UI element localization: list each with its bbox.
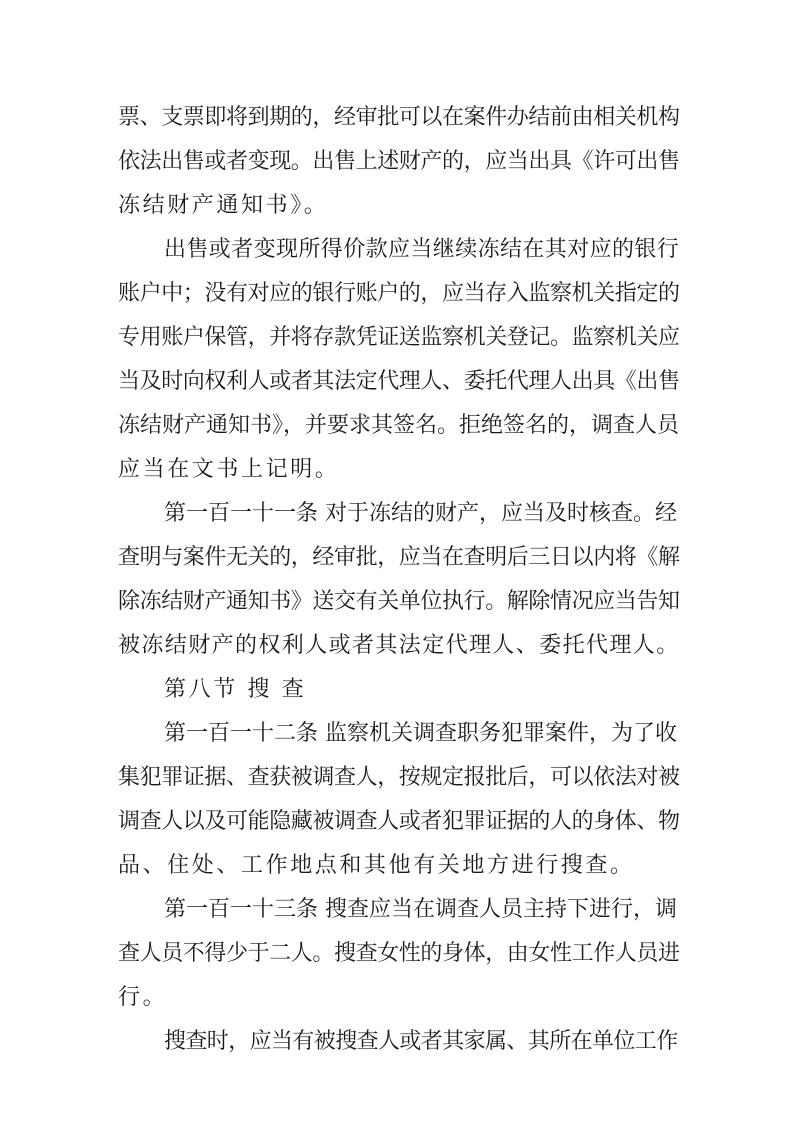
paragraph-first-line: 搜查时，应当有被搜查人或者其家属、其所在单位工作 [164, 1029, 678, 1054]
text-line: 品、住处、工作地点和其他有关地方进行搜查。 [118, 853, 635, 878]
text-line: 冻结财产通知书》，并要求其签名。拒绝签名的，调查人员 [118, 413, 680, 438]
text-line: 当及时向权利人或者其法定代理人、委托代理人出具《出售 [118, 369, 680, 394]
text-line: 查人员不得少于二人。搜查女性的身体，由女性工作人员进 [118, 941, 680, 966]
section-heading: 第八节 搜 查 [164, 677, 307, 702]
text-line: 依法出售或者变现。出售上述财产的，应当出具《许可出售 [118, 149, 680, 174]
article-113-first-line: 第一百一十三条 搜查应当在调查人员主持下进行，调 [164, 897, 677, 922]
paragraph-first-line: 出售或者变现所得价款应当继续冻结在其对应的银行 [164, 237, 680, 262]
text-line: 除冻结财产通知书》送交有关单位执行。解除情况应当告知 [118, 589, 680, 614]
text-line: 账户中；没有对应的银行账户的，应当存入监察机关指定的 [118, 281, 680, 306]
article-112-first-line: 第一百一十二条 监察机关调查职务犯罪案件，为了收 [164, 721, 677, 746]
text-line: 票、支票即将到期的，经审批可以在案件办结前由相关机构 [118, 105, 680, 130]
text-line: 调查人以及可能隐藏被调查人或者犯罪证据的人的身体、物 [118, 809, 680, 834]
text-line: 应当在文书上记明。 [118, 457, 340, 482]
text-line: 查明与案件无关的，经审批，应当在查明后三日以内将《解 [118, 545, 680, 570]
article-111-first-line: 第一百一十一条 对于冻结的财产，应当及时核查。经 [164, 501, 677, 526]
text-line: 冻结财产通知书》。 [118, 193, 329, 218]
text-line: 集犯罪证据、查获被调查人，按规定报批后，可以依法对被 [118, 765, 680, 790]
text-line: 行。 [118, 985, 168, 1010]
text-line: 专用账户保管，并将存款凭证送监察机关登记。监察机关应 [118, 325, 680, 350]
text-line: 被冻结财产的权利人或者其法定代理人、委托代理人。 [118, 633, 680, 658]
